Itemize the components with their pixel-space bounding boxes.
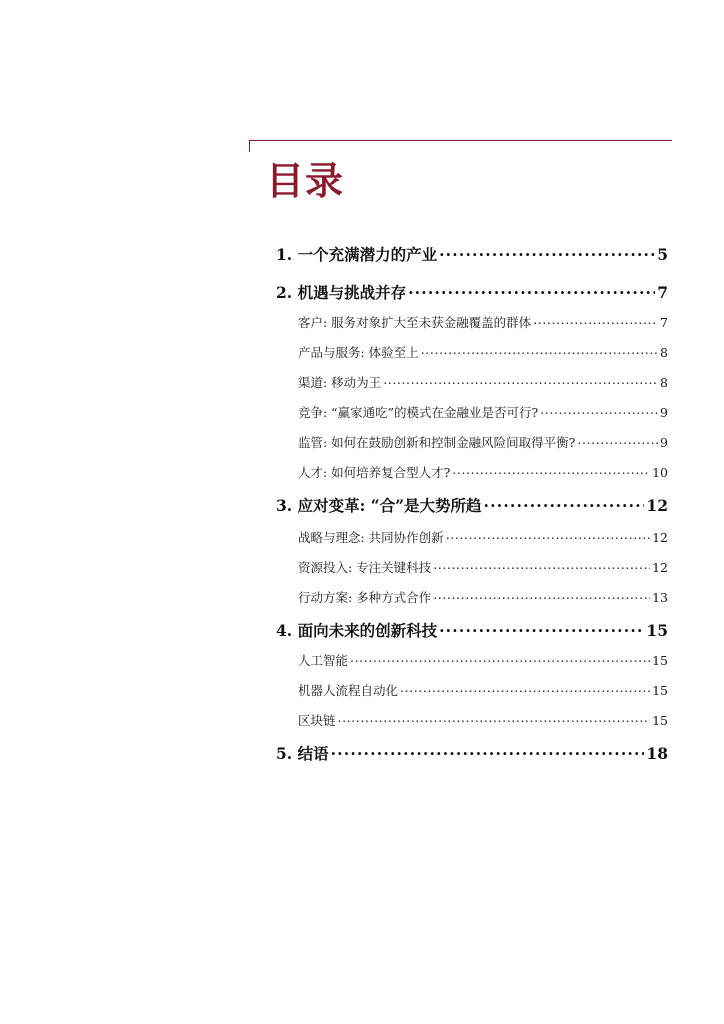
toc-subentry-page: 10 [652,465,668,480]
toc-entry[interactable] [276,619,668,641]
toc-leader-dots [350,653,650,665]
toc-entry-page: 7 [657,283,668,302]
toc-leader-dots [383,375,658,387]
toc-leader-dots [540,405,658,417]
toc-entry-label: 1. 一个充满潜力的产业 [276,245,438,264]
header-rule-tick [249,140,250,152]
toc-subentry[interactable] [298,588,668,606]
toc-entry-label: 4. 面向未来的创新科技 [276,621,438,640]
toc-subentry-label: 人才: 如何培养复合型人才? [298,465,451,480]
toc-leader-dots [484,497,645,511]
toc-subentry-page: 15 [652,713,668,728]
toc-entry[interactable] [276,281,668,303]
toc-subentry-label: 资源投入: 专注关键科技 [298,560,432,575]
toc-subentry[interactable] [298,681,668,699]
toc-entry[interactable] [276,243,668,265]
toc-leader-dots [433,590,650,602]
toc-entry-label: 2. 机遇与挑战并存 [276,283,407,302]
toc-entry-label: 5. 结语 [276,744,329,763]
toc-subentry-page: 9 [660,435,668,450]
toc-leader-dots [331,745,645,759]
toc-leader-dots [400,683,650,695]
toc-entry[interactable] [276,494,668,516]
toc-subentry-page: 8 [660,375,668,390]
toc-subentry[interactable] [298,373,668,391]
toc-leader-dots [577,435,658,447]
toc-entry-page: 5 [657,245,668,264]
toc-entry[interactable] [276,742,668,764]
toc-subentry-label: 区块链 [298,713,336,728]
toc-subentry-label: 机器人流程自动化 [298,683,399,698]
toc-subentry[interactable] [298,313,668,331]
toc-leader-dots [408,284,655,298]
toc-leader-dots [433,560,650,572]
header-rule [249,140,672,141]
toc-subentry[interactable] [298,528,668,546]
toc-subentry-label: 战略与理念: 共同协作创新 [298,530,444,545]
toc-subentry-page: 12 [652,560,668,575]
toc-subentry-page: 15 [652,683,668,698]
toc-entry-page: 15 [646,621,668,640]
toc-subentry-page: 12 [652,530,668,545]
toc-subentry[interactable] [298,433,668,451]
toc-subentry[interactable] [298,558,668,576]
toc-subentry[interactable] [298,651,668,669]
toc-subentry-label: 监管: 如何在鼓励创新和控制金融风险间取得平衡? [298,435,576,450]
toc-entry-page: 18 [646,744,668,763]
toc-leader-dots [446,530,650,542]
toc-entry-page: 12 [646,496,668,515]
toc-leader-dots [421,345,658,357]
toc-subentry-page: 15 [652,653,668,668]
toc-leader-dots [439,622,644,636]
toc-leader-dots [439,246,655,260]
toc-leader-dots [452,465,650,477]
toc-subentry-page: 7 [660,315,668,330]
toc-subentry-page: 8 [660,345,668,360]
toc-subentry-label: 产品与服务: 体验至上 [298,345,419,360]
page-title: 目录 [266,159,345,203]
toc-subentry-page: 13 [652,590,668,605]
toc-subentry-page: 9 [660,405,668,420]
toc-entry-label: 3. 应对变革: “合”是大势所趋 [276,496,482,515]
toc-subentry[interactable] [298,403,668,421]
toc-subentry-label: 人工智能 [298,653,349,668]
toc-subentry[interactable] [298,343,668,361]
toc-subentry-label: 渠道: 移动为王 [298,375,382,390]
toc-subentry-label: 竞争: “赢家通吃”的模式在金融业是否可行? [298,405,539,420]
toc-leader-dots [338,713,651,725]
toc-subentry[interactable] [298,463,668,481]
toc-leader-dots [533,315,658,327]
toc-subentry[interactable] [298,711,668,729]
toc-subentry-label: 行动方案: 多种方式合作 [298,590,432,605]
toc-subentry-label: 客户: 服务对象扩大至未获金融覆盖的群体 [298,315,532,330]
